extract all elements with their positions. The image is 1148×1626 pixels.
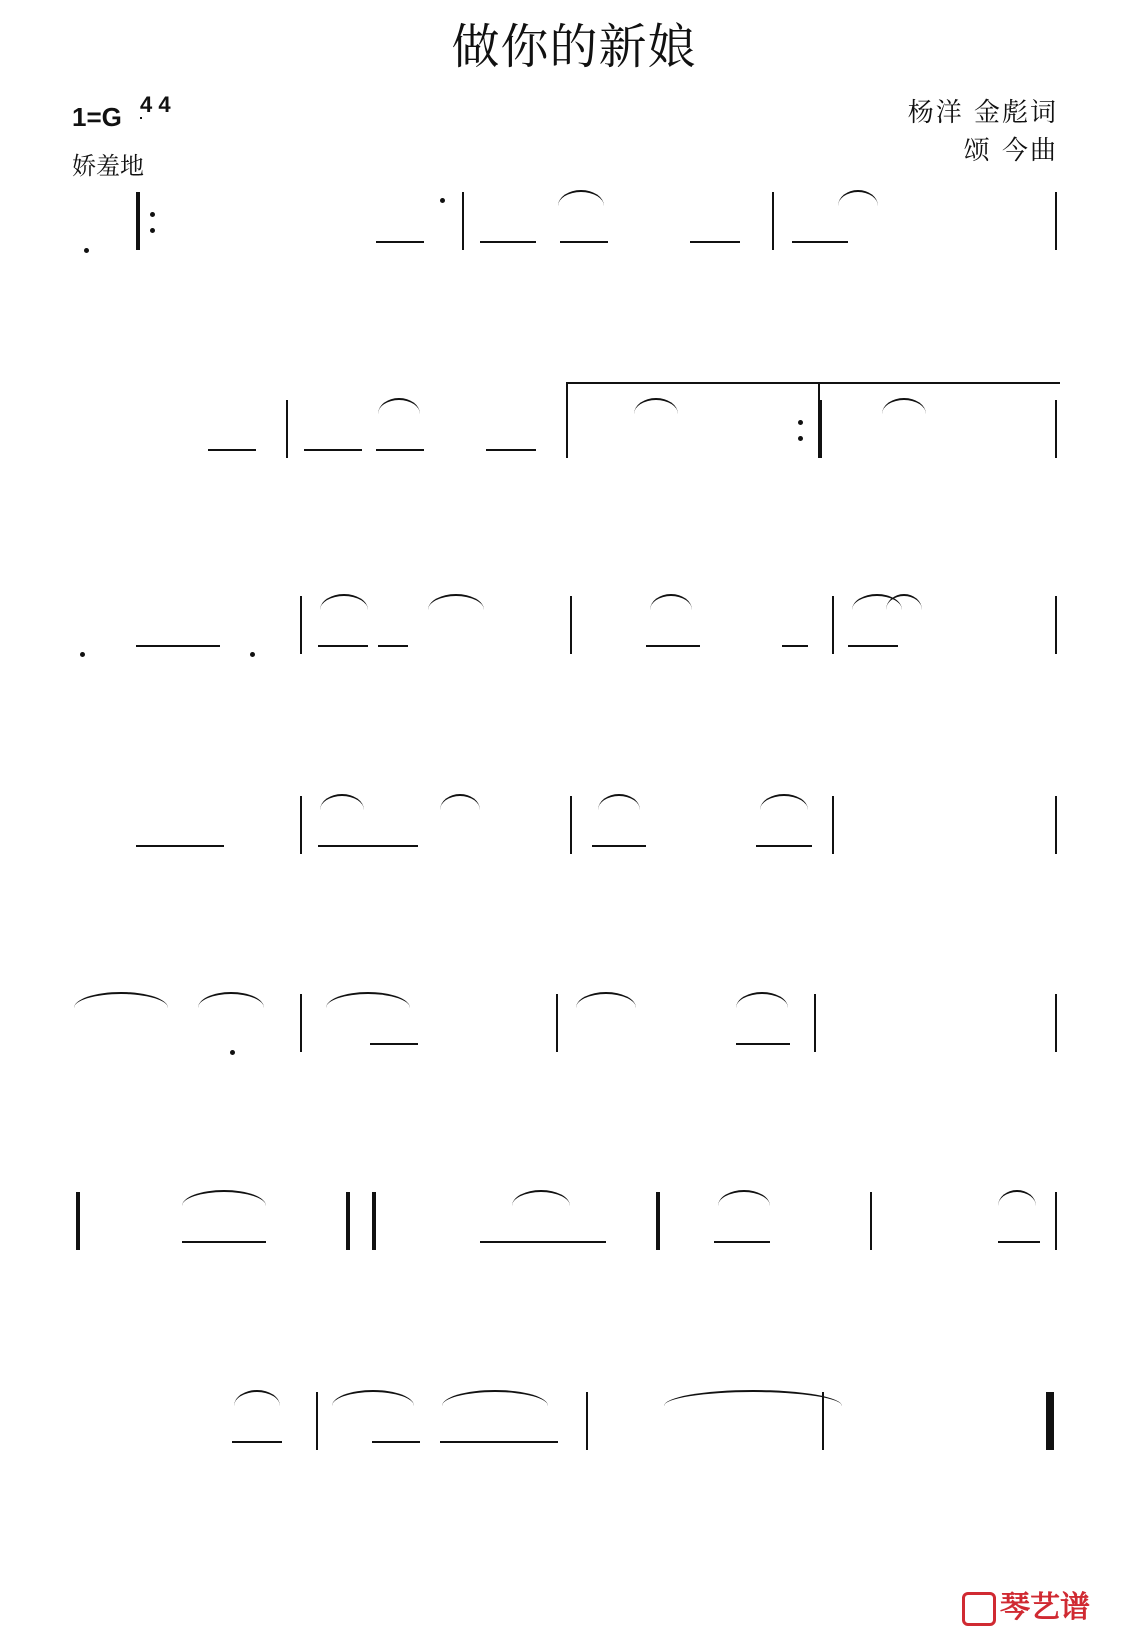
underline-beam [376, 241, 424, 243]
barline [462, 192, 464, 250]
underline-beam [792, 241, 848, 243]
octave-dot [230, 1050, 235, 1055]
slur [760, 794, 808, 810]
barline [1055, 192, 1057, 250]
repeat-dot [150, 228, 155, 233]
time-denominator: 4 [158, 92, 171, 117]
slur [74, 992, 168, 1008]
underline-beam [998, 1241, 1040, 1243]
watermark-text: 琴艺谱 [1000, 1590, 1090, 1625]
barline [1055, 596, 1057, 654]
slur [182, 1190, 266, 1206]
barline [566, 400, 568, 458]
lyricist-credit: 杨洋 金彪词 [907, 98, 1058, 128]
repeat-dot [798, 420, 803, 425]
slur [378, 398, 420, 414]
underline-beam [510, 1441, 558, 1443]
underline-beam [372, 1441, 420, 1443]
slur [736, 992, 788, 1008]
barline [300, 596, 302, 654]
barline [1055, 1192, 1057, 1250]
slur [332, 1390, 414, 1406]
octave-dot [84, 248, 89, 253]
barline [372, 1192, 376, 1250]
underline-beam [182, 1241, 266, 1243]
barline [570, 796, 572, 854]
barline [772, 192, 774, 250]
qinyipu-logo-icon [962, 1592, 996, 1626]
slur [428, 594, 484, 610]
underline-beam [480, 1241, 606, 1243]
repeat-dot [150, 212, 155, 217]
barline [1055, 400, 1057, 458]
barline [570, 596, 572, 654]
slur [576, 992, 636, 1008]
barline [556, 994, 558, 1052]
underline-beam [480, 241, 536, 243]
time-numerator: 4 [140, 92, 153, 117]
barline [136, 192, 140, 250]
underline-beam [592, 845, 646, 847]
time-signature [140, 94, 171, 116]
expression-mark: 娇羞地 [72, 152, 144, 180]
slur [326, 992, 410, 1008]
slur [558, 190, 604, 206]
slur [998, 1190, 1036, 1206]
composer-credit: 颂 今曲 [963, 136, 1058, 166]
underline-beam [714, 1241, 770, 1243]
octave-dot [440, 198, 445, 203]
barline [1055, 796, 1057, 854]
underline-beam [848, 645, 898, 647]
barline [300, 994, 302, 1052]
underline-beam [378, 645, 408, 647]
underline-beam [304, 449, 362, 451]
slur [838, 190, 878, 206]
octave-dot [250, 652, 255, 657]
watermark [962, 1582, 1090, 1626]
barline [832, 596, 834, 654]
slur [664, 1390, 842, 1406]
time-fraction-line [140, 117, 142, 119]
volta-bracket [566, 382, 818, 408]
underline-beam [232, 1441, 282, 1443]
barline [870, 1192, 872, 1250]
barline [286, 400, 288, 458]
barline [832, 796, 834, 854]
underline-beam [318, 645, 368, 647]
underline-beam [136, 845, 224, 847]
slur [650, 594, 692, 610]
slur [442, 1390, 548, 1406]
underline-beam [318, 845, 418, 847]
key-signature: 1=G [72, 102, 122, 132]
barline [1055, 994, 1057, 1052]
song-title: 做你的新娘 [451, 19, 697, 75]
underline-beam [560, 241, 608, 243]
underline-beam [370, 1043, 418, 1045]
barline [818, 400, 822, 458]
repeat-dot [798, 436, 803, 441]
slur [440, 794, 480, 810]
underline-beam [376, 449, 424, 451]
barline [586, 1392, 588, 1450]
barline [656, 1192, 660, 1250]
barline [76, 1192, 80, 1250]
octave-dot [80, 652, 85, 657]
slur [198, 992, 264, 1008]
underline-beam [440, 1441, 512, 1443]
underline-beam [782, 645, 808, 647]
slur [598, 794, 640, 810]
volta-bracket [818, 382, 1060, 408]
barline [316, 1392, 318, 1450]
underline-beam [136, 645, 220, 647]
underline-beam [756, 845, 812, 847]
underline-beam [646, 645, 700, 647]
barline [300, 796, 302, 854]
slur [718, 1190, 770, 1206]
underline-beam [736, 1043, 790, 1045]
slur [234, 1390, 280, 1406]
barline [346, 1192, 350, 1250]
slur [320, 594, 368, 610]
barline [1046, 1392, 1054, 1450]
underline-beam [208, 449, 256, 451]
slur [320, 794, 364, 810]
underline-beam [690, 241, 740, 243]
barline [814, 994, 816, 1052]
underline-beam [486, 449, 536, 451]
slur [512, 1190, 570, 1206]
